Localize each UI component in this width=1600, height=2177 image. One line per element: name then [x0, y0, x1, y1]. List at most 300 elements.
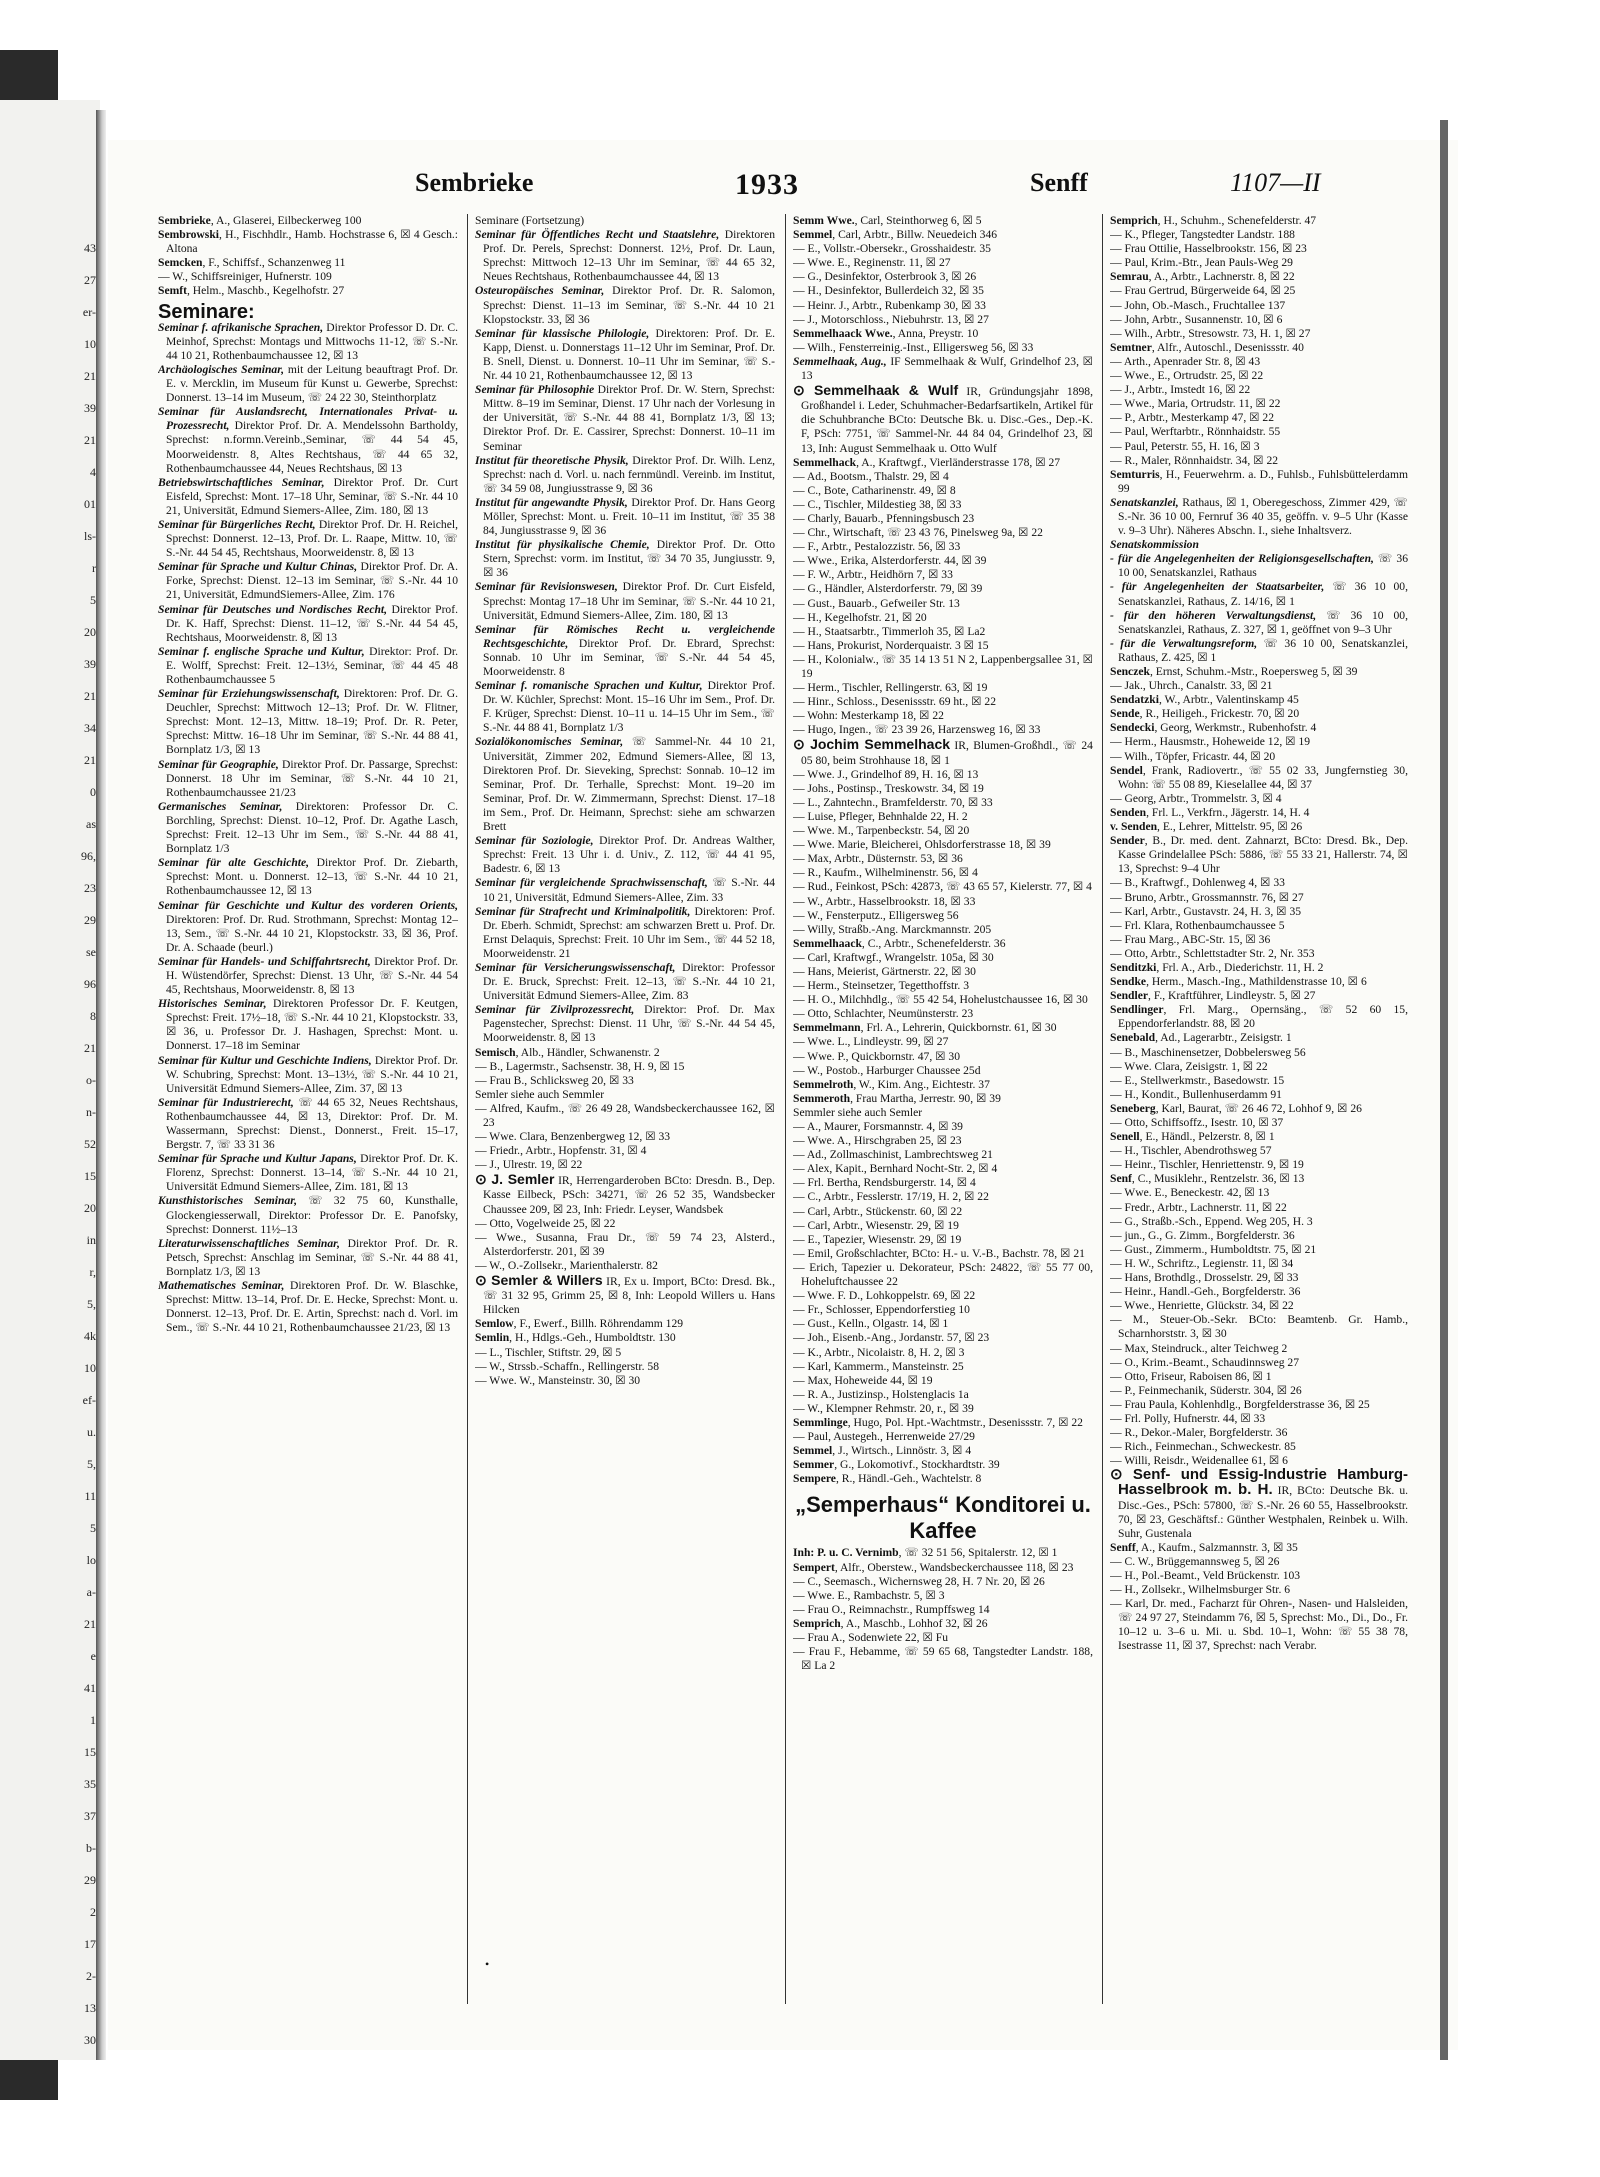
directory-entry [475, 1102, 775, 1130]
directory-entry [793, 582, 1093, 596]
directory-entry [793, 1106, 1093, 1120]
entry-text: ☏ 44 65 32, Neues Rechtshaus, Rothenbaumchaussee 44, ☒ 13, Direktor: Prof. Dr. M. Wassermann, Sprechst: Dienst., Donnerst., Freit. 15–17, Bergstr. 7, ☏ 33 31 36 [166, 1095, 458, 1152]
directory-entry [475, 327, 775, 383]
entry-text: — Wwe. E., Reginenstr. 11, ☒ 27 [793, 256, 951, 270]
directory-entry [1110, 834, 1408, 876]
directory-entry [793, 456, 1093, 470]
directory-entry [793, 256, 1093, 270]
directory-entry [793, 923, 1093, 937]
entry-institution-name: Seminar für Geographie, [158, 757, 279, 771]
directory-entry [1110, 242, 1408, 256]
directory-entry [1110, 454, 1408, 468]
column-divider [467, 214, 468, 2004]
margin-fragment: as [86, 817, 96, 831]
entry-text: — Fr., Schlosser, Eppendorferstieg 10 [793, 1303, 970, 1317]
entry-text: Semisch, Alb., Händler, Schwanenstr. 2 [475, 1045, 660, 1059]
entry-text: — Otto, Friseur, Raboisen 86, ☒ 1 [1110, 1369, 1272, 1383]
entry-institution-name: Institut für theoretische Physik, [475, 453, 629, 467]
entry-text: — Herm., Hausmstr., Hoheweide 12, ☒ 19 [1110, 735, 1311, 749]
entry-text: Direktoren Prof. Dr. W. Blaschke, Sprechst: Mittw. 13–14, Prof. Dr. E. Hecke, Sprechst: Mont. u. Donnerst. 12–13, Prof. Dr. E. Artin, Sprechst: nach d. Vorl. im Sem., ☏ S.-Nr. 44 10 21, Rothenbaumchaussee 21/23, ☒ 13 [166, 1279, 458, 1335]
directory-entry [158, 1194, 458, 1236]
entry-text: Sendlinger, Frl. Marg., Opernsäng., ☏ 52 60 15, Eppendorferlandstr. 88, ☒ 20 [1110, 1003, 1408, 1031]
directory-entry [1110, 707, 1408, 721]
margin-fragment: lo [86, 1553, 96, 1567]
entry-text: — Frau A., Sodenwiete 22, ☒ Fu [793, 1631, 948, 1644]
entry-text: — R., Maler, Rönnhaidstr. 34, ☒ 22 [1110, 453, 1279, 467]
directory-entry [475, 905, 775, 961]
entry-institution-name: Seminar für Versicherungswissenschaft, [475, 960, 676, 974]
directory-entry [1110, 1356, 1408, 1370]
directory-entry [1110, 1088, 1408, 1102]
margin-fragment: 52 [84, 1137, 96, 1151]
directory-entry [158, 800, 458, 856]
entry-text: Direktor Prof. Dr. Ziebarth, Sprechst: Mont. u. Donnerst. 12–13, ☏ S.-Nr. 44 10 21, Rothenbaumchaussee 12, ☒ 13 [166, 856, 458, 898]
entry-institution-name: Seminar f. romanische Sprachen und Kultur, [475, 679, 703, 693]
entry-text: — Wilh., Arbtr., Stresowstr. 73, H. 1, ☒ 27 [1110, 326, 1311, 340]
directory-entry [793, 512, 1093, 526]
entry-text: Semmer, G., Lokomotivf., Stockhardtstr. 39 [793, 1458, 1000, 1472]
directory-entry [1110, 1569, 1408, 1583]
entry-text: — Karl, Arbtr., Gustavstr. 24, H. 3, ☒ 35 [1110, 904, 1302, 918]
directory-entry [158, 214, 458, 228]
entry-text: — Heinr., Handl.-Geh., Borgfelderstr. 36 [1110, 1285, 1301, 1299]
directory-entry [1110, 440, 1408, 454]
directory-entry [475, 228, 775, 284]
entry-text: — R., Dekor.-Maler, Borgfelderstr. 36 [1110, 1426, 1288, 1440]
directory-entry [475, 1060, 775, 1074]
directory-entry [1110, 1271, 1408, 1285]
entry-text: — Wwe. J., Grindelhof 89, H. 16, ☒ 13 [793, 767, 979, 781]
directory-entry [793, 214, 1093, 228]
entry-text: IR, BCto: Deutsche Bk. u. Disc.-Ges., PSch: 57800, ☏ S.-Nr. 26 60 55, Hasselbrookstr. 70, ☒ 23, Geschäftsf.: Günther Westphalen, Reinbek u. Wilh. Suhr, Gustenala [1118, 1484, 1408, 1540]
entry-text: — Wwe., E., Ortrudstr. 25, ☒ 22 [1110, 369, 1264, 383]
entry-institution-name: Seminar für Philosophie [475, 383, 595, 397]
header-page-number: 1107—II [1230, 168, 1321, 197]
entry-text: Seminare (Fortsetzung) [475, 214, 585, 227]
entry-text: — Joh., Eisenb.-Ang., Jordanstr. 57, ☒ 23 [793, 1331, 990, 1345]
page-gutter [96, 110, 106, 2060]
directory-entry [1110, 383, 1408, 397]
entry-institution-name: Seminar für Deutsches und Nordisches Recht, [158, 602, 388, 616]
entry-text: Semmel, J., Wirtsch., Linnöstr. 3, ☒ 4 [793, 1444, 972, 1458]
directory-entry [793, 979, 1093, 993]
directory-entry [475, 1172, 775, 1216]
entry-text: Direktor Professor D. Dr. C. Meinhof, Sprechst: Montags und Mittwochs 11-12, ☏ S.-Nr. 44 10 21, Rothenbaumchaussee 12, ☒ 13 [166, 320, 458, 362]
entry-text: — B., Kraftwgf., Dohlenweg 4, ☒ 33 [1110, 876, 1285, 890]
directory-entry [793, 1190, 1093, 1204]
header-first-entry: Sembrieke [415, 168, 534, 197]
entry-text: — Charly, Bauarb., Pfenningsbusch 23 [793, 511, 975, 525]
directory-entry [1110, 270, 1408, 284]
entry-text: Semmelroth, W., Kim. Ang., Eichtestr. 37 [793, 1077, 990, 1091]
entry-text: Direktor: Professor Dr. E. Bruck, Sprechst: Freit. 12–13, ☏ S.-Nr. 44 10 21, Universität Edmund Siemers-Allee, Zim. 83 [483, 960, 775, 1003]
entry-text: — Alfred, Kaufm., ☏ 26 49 28, Wandsbeckerchaussee 162, ☒ 23 [475, 1101, 775, 1129]
directory-entry [475, 623, 775, 679]
entry-text: — Frau Gertrud, Bürgerweide 64, ☒ 25 [1110, 284, 1296, 298]
directory-entry [793, 1120, 1093, 1134]
margin-fragment: 13 [84, 2001, 96, 2015]
entry-text: — Frau F., Hebamme, ☏ 59 65 68, Tangstedter Landstr. 188, ☒ La 2 [793, 1645, 1093, 1673]
entry-text: — Hans, Prokurist, Norderquaistr. 3 ☒ 15 [793, 638, 989, 652]
entry-text: — M., Steuer-Ob.-Sekr. BCto: Beamtenb. Gr. Hamb., Scharnhorststr. 3, ☒ 30 [1110, 1313, 1408, 1341]
directory-entry [1110, 933, 1408, 947]
directory-entry [1110, 1201, 1408, 1215]
entry-institution-name: Seminar für Sprache und Kultur Chinas, [158, 560, 358, 574]
directory-entry [1110, 369, 1408, 383]
entry-text: Direktoren: Prof. Dr. Eberh. Schmidt, Sprechst: am schwarzen Brett u. Prof. Dr. Ernst Delaquis, Sprechst: Freit. 10 Uhr im Sem., ☏ 44 52 18, Moorweidenstr. 21 [483, 904, 775, 960]
entry-text: — W., O.-Zollsekr., Marienthalerstr. 82 [475, 1258, 658, 1272]
directory-entry [1110, 609, 1408, 637]
entry-text: — F., Arbtr., Pestalozzistr. 56, ☒ 33 [793, 540, 961, 554]
directory-entry [1110, 284, 1408, 298]
entry-text: Semm Wwe., Carl, Steinthorweg 6, ☒ 5 [793, 214, 982, 227]
directory-entry [1110, 1398, 1408, 1412]
entry-text: Direktor Prof. Dr. Curt Eisfeld, Sprechst: Montag 17–18 Uhr im Seminar, ☏ S.-Nr. 44 10 21, Universität, Edmund Siemers-Allee, Zim. 180, ☒ 13 [483, 580, 775, 622]
entry-institution-name: - für die Angelegenheiten der Religionsgesellschaften, [1110, 552, 1374, 566]
entry-text: — Gust., Zimmerm., Humboldtstr. 75, ☒ 21 [1110, 1242, 1317, 1256]
directory-entry [1110, 1426, 1408, 1440]
directory-entry [1110, 792, 1408, 806]
entry-text: — H., Pol.-Beamt., Veld Brückenstr. 103 [1110, 1569, 1301, 1582]
margin-fragment: 2 [90, 1905, 96, 1919]
entry-institution-name: - für den höheren Verwaltungsdienst, [1110, 608, 1317, 622]
entry-text: — H., Kegelhofstr. 21, ☒ 20 [793, 610, 927, 624]
entry-text: ☏ 32 75 60, Kunsthalle, Glockengiesserwall, Direktor: Professor Dr. E. Panofsky, Sprechst: Donnerst. 11½–13 [166, 1194, 458, 1236]
entry-institution-name: Seminar f. englische Sprache und Kultur, [158, 644, 365, 658]
directory-entry [475, 735, 775, 834]
margin-fragment: in [86, 1233, 96, 1247]
entry-text: — J., Motorschloss., Niebuhrstr. 13, ☒ 27 [793, 312, 989, 326]
entry-text: Semmel, Carl, Arbtr., Billw. Neuedeich 346 [793, 228, 998, 242]
entry-text: — Chr., Wirtschaft, ☏ 23 43 76, Pinelsweg 9a, ☒ 22 [793, 526, 1043, 540]
directory-entry [1110, 1597, 1408, 1653]
entry-text: — Frau Paula, Kohlenhdlg., Borgfelderstrasse 36, ☒ 25 [1110, 1397, 1370, 1411]
entry-text: Direktor Prof. Dr. Ebrard, Sprechst: Sonnab. 10 Uhr im Seminar, ☏ S.-Nr. 44 54 45, Moorweidenstr. 8 [483, 636, 775, 678]
directory-entry [793, 880, 1093, 894]
entry-text: Semprich, A., Maschb., Lohhof 32, ☒ 26 [793, 1616, 988, 1630]
entry-text: — Frl. Polly, Hufnerstr. 44, ☒ 33 [1110, 1411, 1266, 1425]
directory-entry [793, 768, 1093, 782]
directory-entry [475, 1331, 775, 1345]
entry-text: ☏ 36 10 00, Senatskanzlei, Rathaus, Z. 14/16, ☒ 1 [1118, 580, 1408, 608]
directory-entry [793, 270, 1093, 284]
column-divider [785, 214, 786, 2004]
entry-text: — F. W., Arbtr., Heidhörn 7, ☒ 33 [793, 568, 953, 582]
margin-fragment: 21 [84, 689, 96, 703]
entry-text: — Herm., Steinsetzer, Tegetthoffstr. 3 [793, 979, 970, 993]
directory-entry [1110, 1555, 1408, 1569]
entry-text: — Luise, Pfleger, Behnhalde 22, H. 2 [793, 809, 968, 823]
entry-text: — C., Seemasch., Wichernsweg 28, H. 7 Nr. 20, ☒ 26 [793, 1574, 1045, 1588]
entry-text: Direktor Prof. Dr. W. Stern, Sprechst: Mittw. 8–19 im Seminar, Dienst. 17 Uhr nach der Vorlesung in der Universität, ☏ S.-Nr. 44 88 41, Bornplatz 1/3, ☒ 13; Direktor Prof. Dr. E. Cassirer, Sprechst: Donnerst. 10–11 im Seminar [483, 383, 775, 453]
directory-entry [793, 909, 1093, 923]
margin-fragment: 39 [84, 657, 96, 671]
directory-entry [475, 834, 775, 876]
entry-text: — G., Desinfektor, Osterbrook 3, ☒ 26 [793, 270, 977, 284]
directory-entry [793, 383, 1093, 455]
directory-entry [793, 242, 1093, 256]
entry-text: — Willi, Reisdr., Weidenallee 61, ☒ 6 [1110, 1454, 1288, 1468]
entry-institution-name: Seminar für Römisches Recht u. vergleichende Rechtsgeschichte, [475, 622, 775, 650]
entry-text: — B., Maschinensetzer, Dobbelersweg 56 [1110, 1045, 1306, 1059]
entry-text: — Otto, Arbtr., Schlettstadter Str. 2, Nr. 353 [1110, 946, 1315, 960]
directory-entry [1110, 876, 1408, 890]
entry-institution-name: Germanisches Seminar, [158, 799, 283, 813]
directory-entry [793, 484, 1093, 498]
directory-entry [793, 723, 1093, 737]
margin-fragment: 15 [84, 1169, 96, 1183]
entry-text: Senell, E., Händl., Pelzerstr. 8, ☒ 1 [1110, 1130, 1275, 1144]
entry-text: Sende, R., Heiligeh., Frickestr. 70, ☒ 20 [1110, 707, 1300, 721]
directory-entry [1110, 1031, 1408, 1045]
margin-fragment: n- [86, 1105, 96, 1119]
directory-entry [793, 1603, 1093, 1617]
directory-entry [793, 1402, 1093, 1416]
entry-text: — Wwe. F. D., Lohkoppelstr. 69, ☒ 22 [793, 1289, 976, 1303]
directory-entry [793, 554, 1093, 568]
directory-entry [793, 284, 1093, 298]
directory-entry [793, 1631, 1093, 1645]
directory-entry [1110, 891, 1408, 905]
entry-institution-name: Seminar für Auslandsrecht, Internationales Privat- u. Prozessrecht, [158, 405, 458, 433]
directory-entry [1110, 1384, 1408, 1398]
entry-text: Direktor Prof. Dr. W. Küchler, Sprechst: Mont. 15–16 Uhr im Sem., Prof. Dr. F. Krüger, Sprechst: Dienst. 10–11 u. 14–15 Uhr im Sem., ☏ S.-Nr. 44 88 41, Bornplatz 1/3 [483, 679, 775, 735]
entry-text: — Otto, Schlachter, Neumünsterstr. 23 [793, 1007, 974, 1021]
entry-institution-name: Semmelhaak, Aug., [793, 354, 887, 368]
directory-entry [158, 518, 458, 560]
directory-entry [1110, 397, 1408, 411]
directory-entry [793, 597, 1093, 611]
directory-entry [475, 1317, 775, 1331]
entry-text: — Gust., Bauarb., Gefweiler Str. 13 [793, 596, 960, 610]
margin-fragment: 01 [84, 497, 96, 511]
entry-text: — Wwe., Erika, Alsterdorferstr. 44, ☒ 39 [793, 554, 987, 568]
margin-fragment: 29 [84, 913, 96, 927]
directory-entry [793, 540, 1093, 554]
entry-text: ☏ 36 10 00, Senatskanzlei, Rathaus [1118, 552, 1408, 580]
margin-fragment: r [92, 561, 96, 575]
entry-institution-name: Seminar für vergleichende Sprachwissenschaft, [475, 876, 708, 890]
directory-entry [793, 1374, 1093, 1388]
entry-institution-name: Sozialökonomisches Seminar, [475, 735, 624, 749]
directory-entry [793, 611, 1093, 625]
directory-entry [475, 1003, 775, 1045]
directory-entry [475, 496, 775, 538]
entry-institution-name: Senatskanzlei, [1110, 495, 1179, 509]
directory-entry [793, 1458, 1093, 1472]
entry-institution-name: Seminar für Soziologie, [475, 834, 594, 848]
directory-entry [1110, 313, 1408, 327]
entry-text: — Hinr., Schloss., Desenissstr. 69 ht., ☒ 22 [793, 695, 996, 709]
entry-text: — H. O., Milchhdlg., ☏ 55 42 54, Hohelustchaussee 16, ☒ 30 [793, 993, 1088, 1007]
directory-entry [1110, 735, 1408, 749]
margin-fragment: r, [89, 1265, 96, 1279]
entry-text: — B., Lagermstr., Sachsenstr. 38, H. 9, ☒ 15 [475, 1059, 685, 1073]
directory-entry [475, 1217, 775, 1231]
directory-entry [158, 228, 458, 256]
entry-institution-name: Seminar für Erziehungswissenschaft, [158, 687, 340, 701]
entry-text: Direktor Prof. Dr. R. Salomon, Sprechst: Dienst. 11–13 im Seminar, ☏ S.-Nr. 44 10 21 Klopstockstr. 33, ☒ 36 [483, 284, 775, 326]
directory-entry [158, 687, 458, 757]
entry-text: IR, Ex u. Import, BCto: Dresd. Bk., ☏ 31 32 95, Grimm 25, ☒ 8, Inh: Leopold Willers u. Hans Hilcken [483, 1275, 775, 1317]
directory-entry [1110, 1215, 1408, 1229]
directory-entry [1110, 299, 1408, 313]
entry-text: — Friedr., Arbtr., Hopfenstr. 31, ☒ 4 [475, 1144, 647, 1158]
entry-text: — Wwe. E., Rambachstr. 5, ☒ 3 [793, 1588, 945, 1602]
directory-entry [1110, 1243, 1408, 1257]
entry-text: — Rud., Feinkost, PSch: 42873, ☏ 43 65 57, Kielerstr. 77, ☒ 4 [793, 880, 1092, 894]
entry-text: Direktoren: Prof. Dr. G. Deuchler, Sprechst: Mittwoch 12–13; Prof. Dr. W. Flitner, Sprechst: Mont. 12–13, Mittw. 18–19; Prof. Dr. R. Peter, Sprechst: Mittw. 16–18 Uhr im Seminar, ☏ S.-Nr. 44 88 41, Bornplatz 1/3, ☒ 13 [166, 687, 458, 757]
directory-entry [158, 1096, 458, 1152]
directory-entry [475, 214, 775, 228]
entry-firm-name: ⊙ Semmelhaak & Wulf [793, 382, 959, 399]
directory-entry [1110, 1130, 1408, 1144]
entry-text: — W., Postob., Harburger Chaussee 25d [793, 1063, 981, 1077]
directory-entry [1110, 1257, 1408, 1271]
section-heading: Seminare: [158, 300, 255, 323]
entry-text: — E., Stellwerkmstr., Basedowstr. 15 [1110, 1073, 1285, 1087]
entry-text: v. Senden, E., Lehrer, Mittelstr. 95, ☒ 26 [1110, 820, 1303, 834]
entry-text: Sembrieke, A., Glaserei, Eilbeckerweg 100 [158, 214, 362, 227]
entry-text: Direktor: Prof. Dr. E. Wolff, Sprechst: Freit. 12–13½, Seminar, ☏ 44 45 48 Rothenbaumchaussee 5 [166, 644, 458, 686]
directory-entry [1110, 538, 1408, 552]
entry-text: — Wwe. Clara, Benzenbergweg 12, ☒ 33 [475, 1130, 671, 1144]
entry-text: Inh: P. u. C. Vernimb, ☏ 32 51 56, Spitalerstr. 12, ☒ 1 [793, 1546, 1058, 1560]
directory-entry [1110, 1541, 1408, 1555]
directory-entry [1110, 327, 1408, 341]
directory-entry [158, 758, 458, 800]
directory-entry [793, 1416, 1093, 1430]
directory-entry [793, 782, 1093, 796]
entry-text: — Wohn: Mesterkamp 18, ☒ 22 [793, 709, 944, 723]
entry-institution-name: - für die Verwaltungsreform, [1110, 636, 1258, 650]
directory-entry [793, 1289, 1093, 1303]
entry-text: Sendler, F., Kraftführer, Lindleystr. 5, ☒ 27 [1110, 989, 1316, 1003]
page-right-edge [1440, 120, 1448, 2060]
directory-entry [1110, 341, 1408, 355]
directory-entry [158, 1237, 458, 1279]
margin-fragment: 21 [84, 1041, 96, 1055]
entry-text: ☏ Sammel-Nr. 44 10 21, Universität, Zimmer 202, Edmund Siemers-Allee, ☒ 13, Direktoren Prof. Dr. Sieveking, Sprechst: Sonnab. 10–12 im Seminar, Prof. Dr. Terhalle, Sprechst: Mont. 19–20 im Seminar, Prof. Dr. W. Zimmermann, Sprechst: Dienst. 17–18 im Sem., Prof. Dr. Heimann, Sprechst: siehe am schwarzen Brett [483, 735, 775, 834]
margin-fragment: 15 [84, 1745, 96, 1759]
entry-text: Rathaus, ☒ 1, Oberegeschoss, Zimmer 429, ☏ S.-Nr. 36 10 00, Fernruf 36 40 35, geöffn. v. 9–5 Uhr (Kasse v. 9–3 Uhr). Näheres Abschn. I., siehe Inhaltsverz. [1118, 495, 1408, 538]
entry-text: — Carl, Arbtr., Wiesenstr. 29, ☒ 19 [793, 1218, 959, 1232]
entry-text: Senf, C., Musiklehr., Rentzelstr. 36, ☒ 13 [1110, 1172, 1305, 1186]
entry-text: Direktor Prof. Dr. A. Forke, Sprechst: Dienst. 12–13 im Seminar, ☏ S.-Nr. 44 10 21, Universität, EdmundSiemers-Allee, Zim. 176 [166, 560, 458, 602]
margin-fragment: 96 [84, 977, 96, 991]
entry-text: Direktor Prof. Dr. Passarge, Sprechst: Donnerst. 18 Uhr im Seminar, ☏ S.-Nr. 44 10 21, Rothenbaumchaussee 21/23 [166, 757, 458, 799]
entry-institution-name: Mathematisches Seminar, [158, 1279, 285, 1293]
margin-fragment: 30 [84, 2033, 96, 2047]
margin-fragment: 21 [84, 369, 96, 383]
margin-fragment: 39 [84, 401, 96, 415]
entry-text: Senebald, Ad., Lagerarbtr., Zeisigstr. 1 [1110, 1031, 1292, 1045]
entry-firm-name: ⊙ Senf- und Essig-Industrie Hamburg-Hasselbrook m. b. H. [1110, 1466, 1408, 1499]
directory-entry [475, 1088, 775, 1102]
directory-entry [793, 1645, 1093, 1673]
entry-text: Semmelmann, Frl. A., Lehrerin, Quickbornstr. 61, ☒ 30 [793, 1021, 1057, 1035]
directory-entry [1110, 1313, 1408, 1341]
entry-text: Direktor Prof. Dr. H. Reichel, Sprechst: Donnerst. 12–13, Prof. Dr. L. Raape, Mittw. 10, ☏ S.-Nr. 44 54 45, Rechtshaus, Moorweidenstr. 8, ☒ 13 [166, 517, 458, 560]
entry-text: Semcken, F., Schiffsf., Schanzenweg 11 [158, 256, 346, 270]
entry-text: — E., Vollstr.-Obersekr., Grosshaidestr. 35 [793, 242, 991, 256]
directory-entry [475, 961, 775, 1003]
margin-fragment: 41 [84, 1681, 96, 1695]
entry-text: Senden, Frl. L., Verkfrn., Jägerstr. 14, H. 4 [1110, 805, 1310, 819]
entry-institution-name: Seminar für Revisionswesen, [475, 580, 618, 594]
directory-entry [793, 1444, 1093, 1458]
entry-text: Semler siehe auch Semmler [475, 1087, 605, 1101]
directory-entry [793, 299, 1093, 313]
entry-text: — G., Straßb.-Sch., Eppend. Weg 205, H. 3 [1110, 1214, 1313, 1228]
entry-text: — H., Staatsarbtr., Timmerloh 35, ☒ La2 [793, 624, 986, 638]
entry-text: — H., Tischler, Abendrothsweg 57 [1110, 1144, 1272, 1158]
entry-institution-name: Seminar für Strafrecht und Kriminalpolitik, [475, 904, 691, 918]
entry-text: Direktor Prof. Dr. R. Petsch, Sprechst: Anschlag im Seminar, ☏ S.-Nr. 44 88 41, Bornplatz 1/3, ☒ 13 [166, 1236, 458, 1278]
entry-text: Semlow, F., Ewerf., Billh. Röhrendamm 129 [475, 1317, 684, 1331]
entry-text: — Frau Ottilie, Hasselbrookstr. 156, ☒ 23 [1110, 242, 1307, 256]
directory-entry [475, 538, 775, 580]
entry-text: — Wilh., Töpfer, Fricastr. 44, ☒ 20 [1110, 749, 1276, 763]
margin-fragment: e [90, 1649, 96, 1663]
entry-text: — R., Kaufm., Wilhelminenstr. 56, ☒ 4 [793, 866, 978, 880]
entry-text: — Erich, Tapezier u. Dekorateur, PSch: 24822, ☏ 55 77 00, Hoheluftchaussee 22 [793, 1260, 1093, 1289]
directory-entry [793, 639, 1093, 653]
directory-entry [1110, 1060, 1408, 1074]
directory-entry [793, 1219, 1093, 1233]
entry-text: — C., Bote, Catharinenstr. 49, ☒ 8 [793, 483, 956, 497]
directory-entry [793, 1205, 1093, 1219]
directory-entry [158, 955, 458, 997]
entry-text: — Hans, Meierist, Gärtnerstr. 22, ☒ 30 [793, 964, 976, 978]
entry-text: — Frl. Bertha, Rendsburgerstr. 14, ☒ 4 [793, 1176, 976, 1190]
entry-text: Direktor Prof. Dr. K. Haff, Sprechst: Dienst. 11–12, ☏ S.-Nr. 44 54 45, Rechtshaus, Moorweidenstr. 8, ☒ 13 [166, 602, 458, 644]
directory-entry [793, 1233, 1093, 1247]
directory-entry [475, 1346, 775, 1360]
directory-entry [793, 228, 1093, 242]
entry-text: — H., Kondit., Bullenhuserdamm 91 [1110, 1087, 1282, 1101]
directory-entry [475, 1130, 775, 1144]
entry-text: — Max, Steindruck., alter Teichweg 2 [1110, 1341, 1288, 1355]
entry-text: — E., Tapezier, Wiesenstr. 29, ☒ 19 [793, 1232, 962, 1246]
entry-text: — C. W., Brüggemannsweg 5, ☒ 26 [1110, 1554, 1280, 1568]
entry-text: Sendel, Frank, Radiovertr., ☏ 55 02 33, Jungfernstieg 30, Wohn: ☏ 55 08 89, Kieselallee 44, ☒ 37 [1110, 763, 1408, 791]
entry-text: Direktor Prof. Dr. Otto Stern, Sprechst: vorm. im Institut, ☏ 34 70 35, Jungiusstr. 9, ☒ 36 [483, 538, 775, 580]
margin-fragment: se [86, 945, 96, 959]
directory-entry [793, 470, 1093, 484]
directory-entry [158, 603, 458, 645]
margin-fragment: b- [86, 1841, 96, 1855]
directory-entry [793, 1546, 1093, 1560]
directory-entry [793, 824, 1093, 838]
directory-entry [475, 454, 775, 496]
directory-entry [793, 1007, 1093, 1021]
directory-entry [793, 1430, 1093, 1444]
entry-text: — Wwe. Marie, Bleicherei, Ohlsdorferstrasse 18, ☒ 39 [793, 838, 1051, 852]
entry-institution-name: Seminar für Industrierecht, [158, 1095, 294, 1109]
directory-entry [793, 937, 1093, 951]
entry-text: — Johs., Postinsp., Treskowstr. 34, ☒ 19 [793, 781, 984, 795]
directory-entry [158, 1054, 458, 1096]
entry-text: Direktor Prof. Dr. Hans Georg Möller, Sprechst: Mont. u. Freit. 10–11 im Institut, ☏ 35 38 84, Jungiusstrasse 9, ☒ 36 [483, 495, 775, 538]
margin-fragment: 10 [84, 1361, 96, 1375]
entry-text: — Max, Hoheweide 44, ☒ 19 [793, 1373, 933, 1387]
directory-entry [793, 1317, 1093, 1331]
entry-text: — Wwe. M., Tarpenbeckstr. 54, ☒ 20 [793, 824, 970, 838]
entry-text: Senczek, Ernst, Schuhm.-Mstr., Roepersweg 5, ☒ 39 [1110, 665, 1358, 678]
directory-entry [793, 1148, 1093, 1162]
directory-entry [1110, 721, 1408, 735]
